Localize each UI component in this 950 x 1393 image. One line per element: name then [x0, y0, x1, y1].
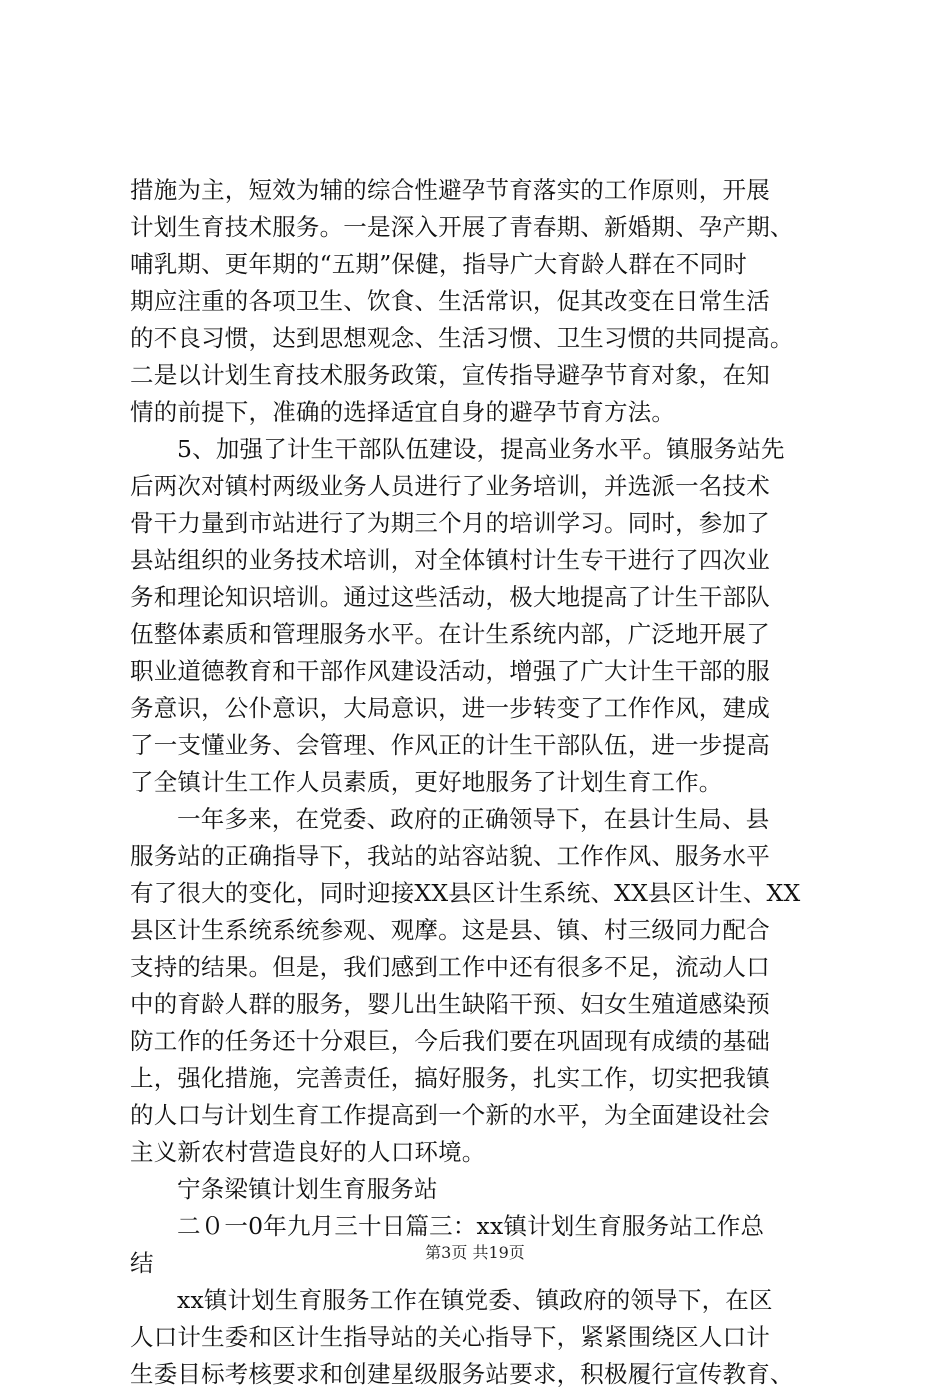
text-line: 防工作的任务还十分艰巨，今后我们要在巩固现有成绩的基础: [130, 1027, 770, 1055]
text-line: 期应注重的各项卫生、饮食、生活常识，促其改变在日常生活: [130, 287, 770, 315]
text-line: 生委目标考核要求和创建星级服务站要求，积极履行宣传教育、: [130, 1360, 794, 1388]
text-line: 务和理论知识培训。通过这些活动，极大地提高了计生干部队: [130, 583, 770, 611]
text-line: 职业道德教育和干部作风建设活动，增强了广大计生干部的服: [130, 657, 770, 685]
text-line: 哺乳期、更年期的“五期”保健，指导广大育龄人群在不同时: [130, 250, 747, 278]
text-line: 务意识，公仆意识，大局意识，进一步转变了工作作风，建成: [130, 694, 770, 722]
text-line: 主义新农村营造良好的人口环境。: [130, 1138, 486, 1166]
text-line: 情的前提下，准确的选择适宜自身的避孕节育方法。: [130, 398, 676, 426]
text-line: 中的育龄人群的服务，婴儿出生缺陷干预、妇女生殖道感染预: [130, 990, 770, 1018]
text-line: 骨干力量到市站进行了为期三个月的培训学习。同时，参加了: [130, 509, 770, 537]
text-line: 支持的结果。但是，我们感到工作中还有很多不足，流动人口: [130, 953, 770, 981]
text-line: 了全镇计生工作人员素质，更好地服务了计划生育工作。: [130, 768, 723, 796]
body-text: [130, 172, 842, 1393]
text-line: 的人口与计划生育工作提高到一个新的水平，为全面建设社会: [130, 1101, 770, 1129]
text-line: 二０一0年九月三十日篇三：xx镇计划生育服务站工作总: [177, 1212, 765, 1240]
text-line: 结: [130, 1249, 154, 1277]
text-line: 二是以计划生育技术服务政策，宣传指导避孕节育对象，在知: [130, 361, 770, 389]
text-line: xx镇计划生育服务工作在镇党委、镇政府的领导下，在区: [177, 1286, 773, 1314]
text-line: 后两次对镇村两级业务人员进行了业务培训，并选派一名技术: [130, 472, 770, 500]
text-line: 服务站的正确指导下，我站的站容站貌、工作作风、服务水平: [130, 842, 770, 870]
text-line: 县区计生系统系统参观、观摩。这是县、镇、村三级同力配合: [130, 916, 770, 944]
text-line: 宁条梁镇计划生育服务站: [177, 1175, 438, 1203]
text-line: 一年多来，在党委、政府的正确领导下，在县计生局、县: [177, 805, 770, 833]
text-line: 人口计生委和区计生指导站的关心指导下，紧紧围绕区人口计: [130, 1323, 770, 1351]
text-line: 措施为主，短效为辅的综合性避孕节育落实的工作原则，开展: [130, 176, 770, 204]
text-line: 了一支懂业务、会管理、作风正的计生干部队伍，进一步提高: [130, 731, 770, 759]
text-line: 计划生育技术服务。一是深入开展了青春期、新婚期、孕产期、: [130, 213, 794, 241]
page-footer: 第3页 共19页: [425, 1243, 525, 1262]
text-line: 5、加强了计生干部队伍建设，提高业务水平。镇服务站先: [177, 435, 785, 463]
text-line: 县站组织的业务技术培训，对全体镇村计生专干进行了四次业: [130, 546, 770, 574]
text-line: 有了很大的变化，同时迎接XX县区计生系统、XX县区计生、XX: [130, 879, 801, 907]
text-line: 上，强化措施，完善责任，搞好服务，扎实工作，切实把我镇: [130, 1064, 770, 1092]
text-line: 伍整体素质和管理服务水平。在计生系统内部，广泛地开展了: [130, 620, 770, 648]
text-line: 的不良习惯，达到思想观念、生活习惯、卫生习惯的共同提高。: [130, 324, 794, 352]
